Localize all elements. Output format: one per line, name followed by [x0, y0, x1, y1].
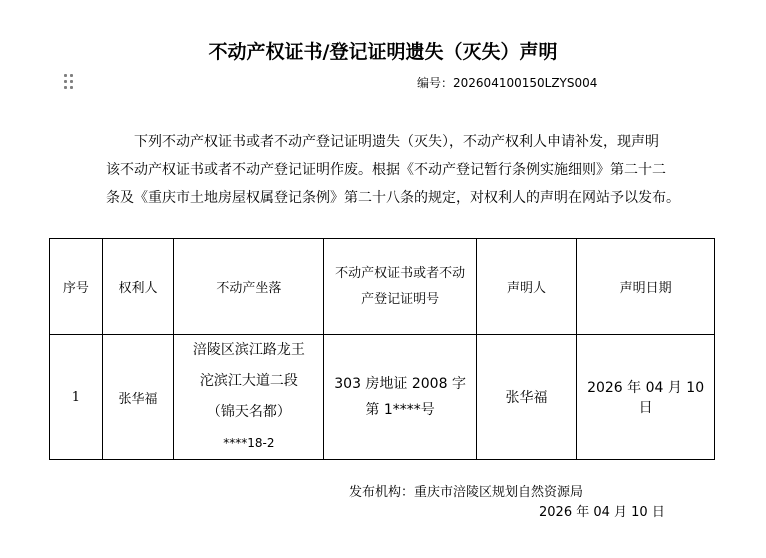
location-line: 沱滨江大道二段	[199, 373, 298, 389]
cell-owner: 张华福	[102, 335, 173, 460]
document-number-value: 202604100150LZYS004	[453, 76, 598, 90]
document-number	[417, 74, 597, 91]
header-certificate-line: 产登记证明号	[361, 291, 440, 307]
document-number-label: 编号：	[417, 76, 454, 90]
header-location: 不动产坐落	[174, 239, 324, 335]
location-line: 涪陵区滨江路龙王	[192, 342, 305, 358]
header-date: 声明日期	[577, 239, 715, 335]
certificate-line: 第 1****号	[365, 402, 435, 418]
drag-handle-icon[interactable]	[64, 74, 76, 90]
lost-certificate-table	[49, 238, 715, 460]
table-row	[50, 335, 715, 460]
page-title: 不动产权证书/登记证明遗失（灭失）声明	[208, 41, 558, 63]
cell-certificate	[324, 335, 476, 460]
cell-declarant: 张华福	[476, 335, 576, 460]
cell-seq: 1	[50, 335, 103, 460]
table-header-row	[50, 239, 715, 335]
header-certificate-line: 不动产权证书或者不动	[335, 265, 466, 281]
cell-location	[174, 335, 324, 460]
notice-line: 下列不动产权证书或者不动产登记证明遗失（灭失），不动产权利人申请补发，现声明	[134, 134, 659, 150]
location-line: ****18-2	[223, 436, 275, 450]
notice-line: 该不动产权证书或者不动产登记证明作废。根据《不动产登记暂行条例实施细则》第二十二	[106, 162, 666, 178]
publish-date: 2026 年 04 月 10 日	[539, 505, 665, 520]
header-declarant: 声明人	[476, 239, 576, 335]
location-line: （锦天名都）	[206, 404, 291, 420]
notice-paragraph	[106, 128, 680, 212]
cell-date: 2026 年 04 月 10 日	[577, 335, 715, 460]
notice-line: 条及《重庆市土地房屋权属登记条例》第二十八条的规定，对权利人的声明在网站予以发布。	[106, 190, 680, 206]
header-seq: 序号	[50, 239, 103, 335]
header-owner: 权利人	[102, 239, 173, 335]
header-certificate	[324, 239, 476, 335]
certificate-line: 303 房地证 2008 字	[334, 376, 466, 392]
publisher: 发布机构：重庆市涪陵区规划自然资源局	[349, 485, 584, 500]
